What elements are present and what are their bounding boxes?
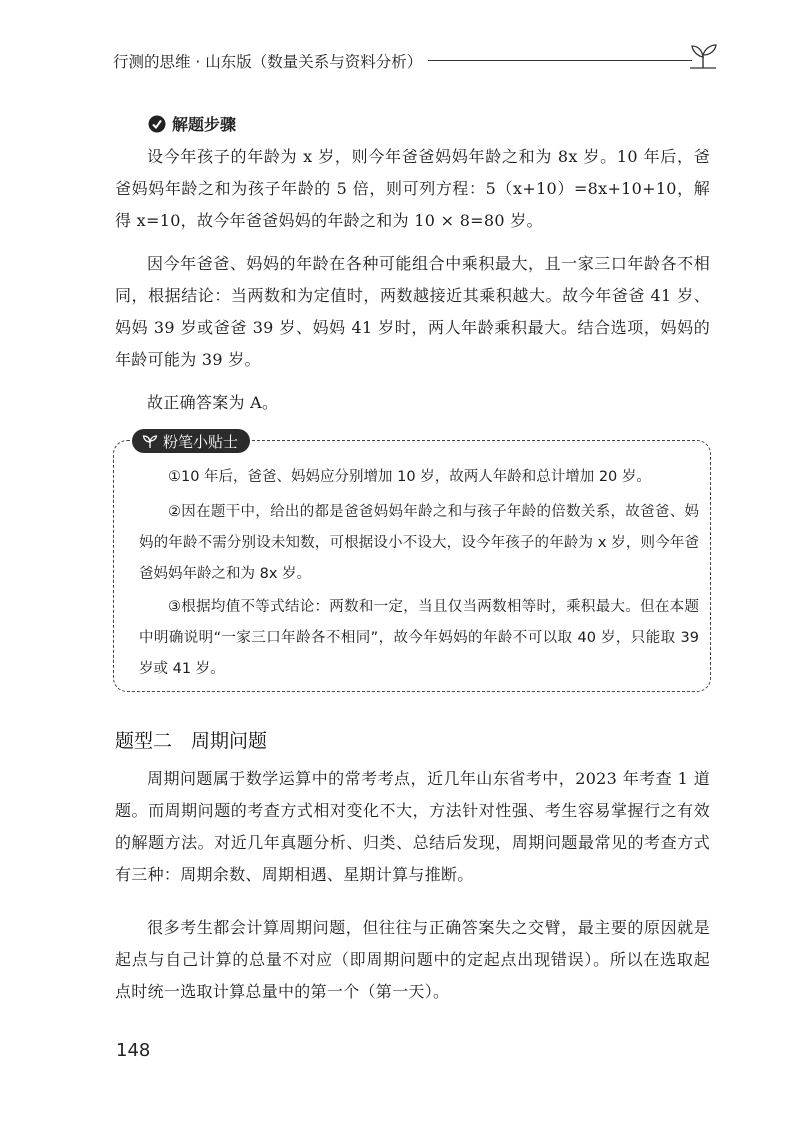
solution-heading [148, 112, 236, 135]
solution-answer: 故正确答案为 A。 [147, 393, 279, 412]
tip-item-2: ②因在题干中，给出的都是爸爸妈妈年龄之和与孩子年龄的倍数关系，故爸爸、妈妈的年龄不需分别设未知数，可根据设小不设大，设今年孩子的年龄为 x 岁，则今年爸爸妈妈年龄之和为 8x 岁。 [139, 504, 699, 582]
tips-label [132, 429, 250, 453]
sprout-icon [142, 433, 158, 449]
sprout-icon [688, 40, 718, 70]
tip-item-3: ③根据均值不等式结论：两数和一定，当且仅当两数相等时，乘积最大。但在本题中明确说明“一家三口年龄各不相同”，故今年妈妈的年龄不可以取 40 岁，只能取 39 岁或 41 岁。 [139, 599, 699, 677]
header-title: 行测的思维 · 山东版（数量关系与资料分析） [113, 50, 428, 72]
section-paragraph-2: 很多考生都会计算周期问题，但往往与正确答案失之交臂，最主要的原因就是起点与自己计算的总量不对应（即周期问题中的定起点出现错误）。所以在选取起点时统一选取计算总量中的第一个（第一天）。 [115, 918, 710, 1001]
tips-label-text: 粉笔小贴士 [163, 432, 239, 451]
page-header [113, 40, 718, 80]
section-title: 题型二 周期问题 [115, 730, 268, 752]
answer-badge-icon [148, 115, 166, 133]
tip-item-1: ①10 年后，爸爸、妈妈应分别增加 10 岁，故两人年龄和总计增加 20 岁。 [168, 469, 651, 485]
page-number: 148 [116, 1040, 151, 1061]
solution-paragraph-2: 因今年爸爸、妈妈的年龄在各种可能组合中乘积最大，且一家三口年龄各不相同，根据结论：当两数和为定值时，两数越接近其乘积越大。故今年爸爸 41 岁、妈妈 39 岁或爸爸 39 岁、妈妈 41 岁时，两人年龄乘积最大。结合选项，妈妈的年龄可能为 39 岁。 [115, 254, 710, 369]
tips-box [113, 432, 711, 692]
solution-paragraph-1: 设今年孩子的年龄为 x 岁，则今年爸爸妈妈年龄之和为 8x 岁。10 年后，爸爸妈妈年龄之和为孩子年龄的 5 倍，则可列方程：5（x+10）=8x+10+10，解得 x=10，故今年爸爸妈妈的年龄之和为 10 × 8=80 岁。 [115, 147, 710, 230]
section-paragraph-1: 周期问题属于数学运算中的常考考点，近几年山东省考中，2023 年考查 1 道题。而周期问题的考查方式相对变化不大，方法针对性强、考生容易掌握行之有效的解题方法。对近几年真题分析、归类、总结后发现，周期问题最常见的考查方式有三种：周期余数、周期相遇、星期计算与推断。 [115, 769, 710, 884]
solution-title: 解题步骤 [172, 115, 237, 134]
